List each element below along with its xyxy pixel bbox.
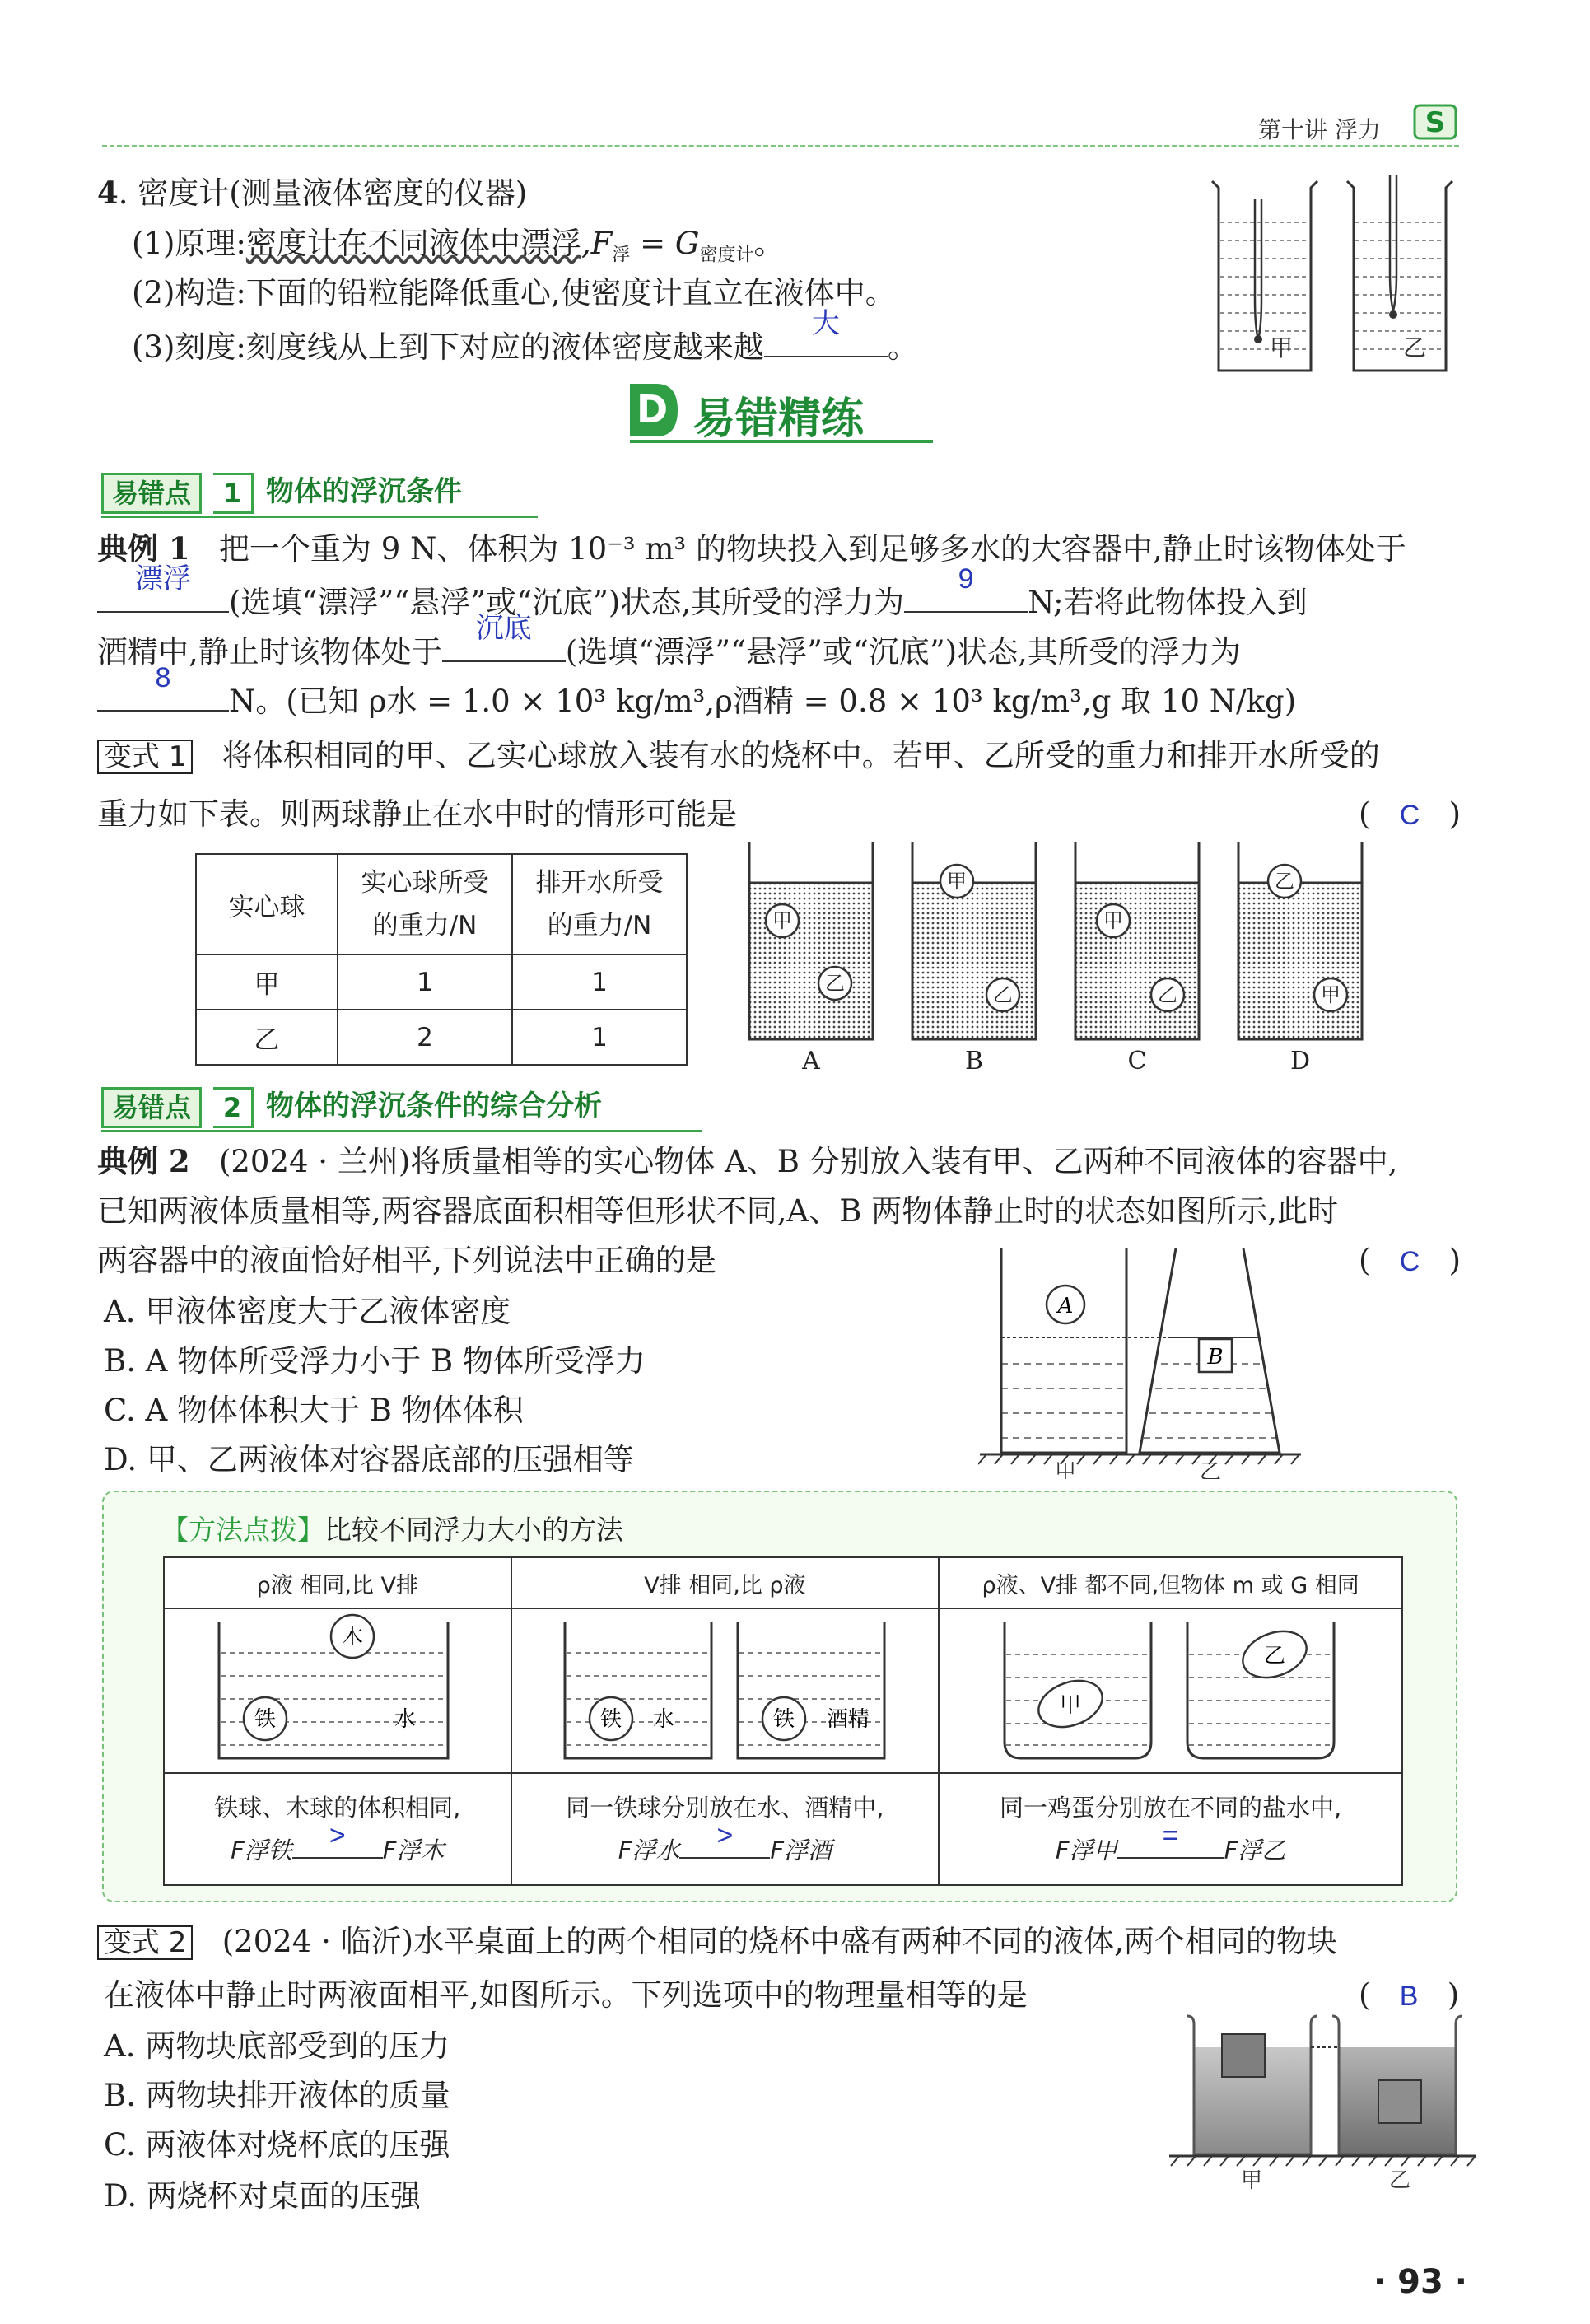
example1-line3: 酒精中,静止时该物体处于 沉底 (选填“漂浮”“悬浮”或“沉底”)状态,其所受的浮力为 xyxy=(97,613,1241,670)
banner-title: 易错精练 xyxy=(692,394,865,444)
svg-text:甲: 甲 xyxy=(1321,983,1341,1006)
compare-iron-wood: > xyxy=(329,1820,346,1851)
section-banner xyxy=(623,379,936,445)
example2-option-b: B. A 物体所受浮力小于 B 物体所受浮力 xyxy=(104,1343,646,1379)
method-figure-wood-iron xyxy=(214,1613,461,1762)
example1-line2: 漂浮 (选填“漂浮”“悬浮”或“沉底”)状态,其所受的浮力为 9 N;若将此物体投入到 xyxy=(97,583,1308,618)
method-title: 【方法点拨】比较不同浮力大小的方法 xyxy=(161,1514,623,1546)
svg-text:甲: 甲 xyxy=(1054,1460,1077,1479)
variant2-option-a: A. 两物块底部受到的压力 xyxy=(104,2028,450,2064)
answer-buoyancy-alcohol: 8 xyxy=(155,662,171,693)
answer-state-alcohol: 沉底 xyxy=(475,613,532,644)
svg-text:水: 水 xyxy=(394,1707,416,1732)
method-head-1: ρ液 相同,比 V排 xyxy=(164,1557,511,1608)
banner-letter: D xyxy=(636,387,669,432)
variant2-option-b: B. 两物块排开液体的质量 xyxy=(104,2078,450,2113)
variant1-answer: ( C ) xyxy=(1359,796,1461,832)
answer-scale: 大 xyxy=(811,308,840,339)
svg-text:木: 木 xyxy=(341,1625,363,1650)
example2-option-a: A. 甲液体密度大于乙液体密度 xyxy=(104,1294,511,1329)
example2-option-d: D. 甲、乙两液体对容器底部的压强相等 xyxy=(104,1442,634,1477)
variant1-beakers-figure xyxy=(748,842,1406,1072)
variant2-line1: 变式 2 (2024 · 临沂)水平桌面上的两个相同的烧杯中盛有两种不同的液体,两个相同的物块 xyxy=(97,1925,1337,1960)
example2-line1: 典例 2 (2024 · 兰州)将质量相等的实心物体 A、B 分别放入装有甲、乙两种不同液体的容器中, xyxy=(97,1143,1398,1179)
variant2-option-c: C. 两液体对烧杯底的压强 xyxy=(104,2127,450,2163)
svg-text:甲: 甲 xyxy=(1270,334,1294,362)
svg-text:酒精: 酒精 xyxy=(827,1707,870,1732)
page-number: · 93 · xyxy=(1373,2263,1467,2301)
svg-text:乙: 乙 xyxy=(1199,1460,1222,1479)
svg-text:甲: 甲 xyxy=(1103,909,1123,932)
variant2-beakers-figure xyxy=(1169,2009,1482,2191)
header-rule xyxy=(102,145,1459,147)
svg-text:甲: 甲 xyxy=(1059,1693,1081,1718)
example2-line3: 两容器中的液面恰好相平,下列说法中正确的是 xyxy=(97,1243,716,1278)
svg-text:甲: 甲 xyxy=(772,909,792,932)
example1-line4: 8 N。(已知 ρ水 = 1.0 × 10³ kg/m³,ρ酒精 = 0.8 × 10³ kg/m³,g 取 10 N/kg) xyxy=(97,682,1296,716)
variant1-table: 实心球 实心球所受 的重力/N 排开水所受 的重力/N 甲 1 1 乙 2 1 xyxy=(195,853,688,1066)
section4-principle: (1)原理:密度计在不同液体中漂浮$,F_浮 = G_{密度计}$。 xyxy=(132,226,785,266)
svg-text:甲: 甲 xyxy=(1240,2168,1263,2191)
compare-eggs: = xyxy=(1162,1820,1179,1851)
example2-line2: 已知两液体质量相等,两容器底面积相等但形状不同,A、B 两物体静止时的状态如图所示,此时 xyxy=(97,1193,1338,1229)
svg-text:D: D xyxy=(1289,1047,1311,1072)
error-point-1: 易错点 1 物体的浮沉条件 xyxy=(101,473,546,511)
method-head-3: ρ液、V排 都不同,但物体 m 或 G 相同 xyxy=(939,1557,1402,1608)
example1-line1: 典例 1 把一个重为 9 N、体积为 10⁻³ m³ 的物块投入到足够多水的大容器中,静止时该物体处于 xyxy=(97,530,1406,567)
variant2-answer: ( B ) xyxy=(1359,1977,1460,2013)
section4-scale: (3)刻度:刻度线从上到下对应的液体密度越来越 大 。 xyxy=(132,308,918,365)
svg-text:乙: 乙 xyxy=(1263,1644,1285,1668)
svg-text:乙: 乙 xyxy=(1388,2168,1411,2191)
svg-text:乙: 乙 xyxy=(1275,870,1294,893)
hydrometer-figure xyxy=(1204,175,1467,380)
example2-containers-figure xyxy=(978,1248,1308,1479)
section4-title: 4. 密度计(测量液体密度的仪器) xyxy=(97,175,528,211)
method-figure-eggs xyxy=(998,1613,1344,1762)
variant1-line1: 变式 1 将体积相同的甲、乙实心球放入装有水的烧杯中。若甲、乙所受的重力和排开水所受的 xyxy=(97,740,1380,774)
svg-text:A: A xyxy=(1057,1294,1074,1318)
svg-text:乙: 乙 xyxy=(825,972,845,995)
method-table: ρ液 相同,比 V排 V排 相同,比 ρ液 ρ液、V排 都不同,但物体 m 或 G 相同 木 铁 水 铁 水 铁 酒精 甲 乙 铁球、木球的体积相同, F浮铁 > F浮木 同一铁球分别放在水、酒精中, F浮水 > F浮酒 同一鸡蛋分别放在不同的盐水中, F浮甲 = F浮乙 xyxy=(163,1556,1403,1886)
method-head-2: V排 相同,比 ρ液 xyxy=(511,1557,940,1608)
svg-text:乙: 乙 xyxy=(1158,983,1177,1006)
table-row: 乙 2 1 xyxy=(196,1010,687,1065)
variant1-line2: 重力如下表。则两球静止在水中时的情形可能是 xyxy=(97,796,737,832)
header-lecture: 第十讲 浮力 xyxy=(1258,116,1381,143)
example2-option-c: C. A 物体体积大于 B 物体体积 xyxy=(104,1393,524,1428)
svg-text:铁: 铁 xyxy=(773,1707,795,1732)
method-figure-water-alcohol xyxy=(560,1613,889,1762)
header-logo-icon xyxy=(1413,102,1457,142)
answer-state-water: 漂浮 xyxy=(135,563,191,595)
svg-text:铁: 铁 xyxy=(600,1707,622,1732)
variant2-option-d: D. 两烧杯对桌面的压强 xyxy=(104,2178,421,2214)
svg-text:A: A xyxy=(802,1047,820,1072)
table-row: 甲 1 1 xyxy=(196,954,687,1010)
variant2-line2: 在液体中静止时两液面相平,如图所示。下列选项中的物理量相等的是 xyxy=(104,1977,1028,2013)
error-point-2: 易错点 2 物体的浮沉条件的综合分析 xyxy=(101,1087,702,1125)
answer-buoyancy-water: 9 xyxy=(958,563,974,595)
svg-text:S: S xyxy=(1424,106,1446,139)
svg-text:乙: 乙 xyxy=(993,983,1013,1006)
svg-text:乙: 乙 xyxy=(1403,334,1427,362)
svg-text:甲: 甲 xyxy=(947,870,967,893)
example2-answer: ( C ) xyxy=(1359,1243,1461,1278)
svg-text:铁: 铁 xyxy=(254,1707,276,1732)
section4-structure: (2)构造:下面的铅粒能降低重心,使密度计直立在液体中。 xyxy=(132,275,896,310)
svg-text:水: 水 xyxy=(653,1707,675,1732)
svg-text:B: B xyxy=(1207,1345,1224,1370)
compare-water-alcohol: > xyxy=(716,1820,734,1851)
svg-text:C: C xyxy=(1127,1047,1147,1072)
svg-text:B: B xyxy=(964,1047,984,1072)
